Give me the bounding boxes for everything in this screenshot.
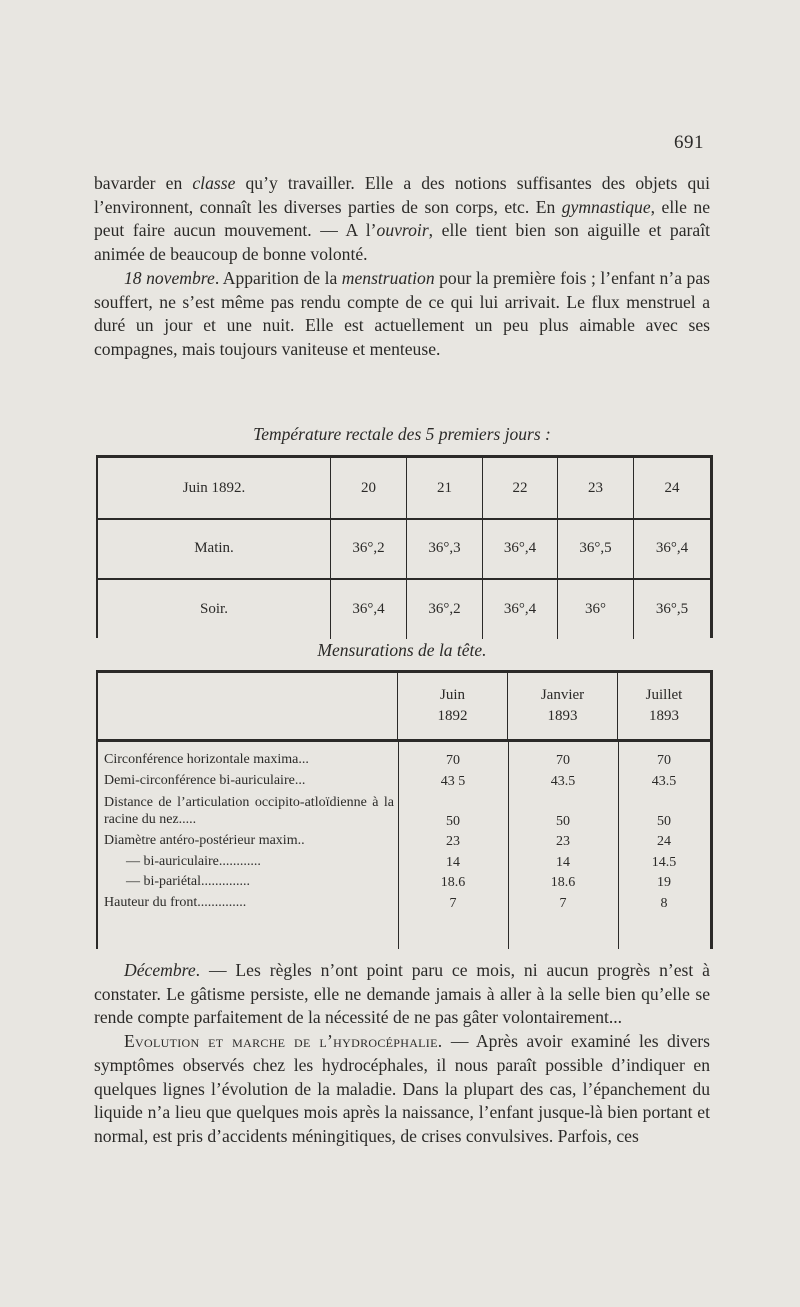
text-span: . Apparition de la [214,267,342,288]
header-line: 1893 [649,708,679,724]
table-row [98,792,710,832]
temp-header-cell: 22 [483,458,558,518]
row-value: 70 [556,753,570,768]
row-value: 14.5 [651,854,677,870]
temp-header-cell: Juin 1892. [98,458,331,518]
text-span: bavarder en [94,173,193,193]
row-value: 50 [556,813,570,829]
measurements-caption: Mensurations de la tête. [317,640,487,660]
text-span: — Après avoir examiné les divers symptômes observés chez les hydrocéphales, il nous paraît possible d’indiquer en quelques lignes l’évolution de la maladie. Dans la plupart des cas, l’épanchement du liquide n’a lieu que quelques mois après la naissance, l’enfant jusque-là bien portant et normal, est pris d’accidents méningitiques, de crises convulsives. Parfois, ces [94,1031,710,1146]
row-value: 14 [556,854,570,870]
date-italic: Décembre [124,960,196,980]
temp-cell: 36°,5 [655,600,689,617]
temp-cell: 36°,4 [483,518,558,578]
paragraph-intro-text [94,172,710,267]
header-line: Juillet [645,687,683,703]
row-label: — bi-pariétal.............. [126,874,251,889]
row-value: 50 [657,813,671,829]
table-row [98,772,710,793]
row-value: 18.6 [550,875,576,890]
temp-header-cell: 24 [664,479,680,496]
row-value: 19 [657,875,671,890]
paragraph-evolution [94,1030,710,1149]
paragraph-intro [94,172,710,362]
text-span: qu’y travailler. Elle a des notions suffisantes des objets qui l’environnent, connaît les diverses parties de son corps, etc. En [94,173,710,217]
temperature-caption: Température rectale des 5 premiers jours : [253,424,551,444]
temperature-header-row [98,458,710,520]
row-label: Distance de l’articulation occipito-atloïdienne à la racine du nez..... [104,795,394,827]
table-row [98,832,710,853]
row-value: 43.5 [651,773,677,789]
table-row [98,873,710,894]
temp-cell: 36°,4 [655,539,689,556]
row-label: Hauteur du front.............. [104,894,247,910]
row-value: 70 [446,753,460,768]
text-span: . — Les règles n’ont point paru ce mois, ni aucun progrès n’est à constater. Le gâtisme persiste, elle ne demande jamais à aller à la selle bien qu’elle se rende compte parfaitement de la nécessité de ne pas gâter volontairement... [94,960,710,1028]
text-span: pour la première fois ; l’enfant n’a pas souffert, ne s’est même pas rendu compte de ce qui lui arrivait. Le flux menstruel a duré un jour et une nuit. Elle est actuellement un peu plus aimable avec ses compagnes, mais toujours vaniteuse et menteuse. [94,267,710,359]
text-span: , elle tient bien son aiguille et paraît animée de beaucoup de bonne volonté. [94,220,710,265]
header-line: 1893 [547,708,578,724]
row-label: — bi-auriculaire............ [126,853,261,869]
text-italic: ouvroir [376,220,429,241]
measurements-header-cell [618,673,710,739]
row-value: 24 [657,834,671,849]
temp-cell: Matin. [98,518,331,578]
row-value: 18.6 [440,875,466,890]
row-value: 23 [556,834,570,849]
row-label: Circonférence horizontale maxima... [104,752,309,767]
row-value: 43 5 [440,773,466,789]
row-value: 7 [559,895,567,911]
temperature-table [96,455,713,638]
text-italic: gymnastique [561,196,651,217]
paragraph-december [94,959,710,1030]
measurements-table [96,670,713,949]
header-line: Janvier [540,687,585,703]
row-value: 50 [446,813,460,829]
row-value: 23 [446,834,460,849]
row-value: 70 [657,753,671,768]
temp-cell: 36° [558,579,634,639]
row-value: 7 [449,895,457,911]
section-heading-smallcaps: Evolution et marche de l’hydrocéphalie. [124,1031,443,1052]
measurements-body [98,751,710,914]
measurements-header-blank [98,673,398,739]
temp-header-cell: 21 [407,458,483,518]
date-italic: 18 novembre [124,267,215,288]
temp-cell: 36°,2 [331,518,407,578]
row-value: 14 [446,854,460,870]
temp-cell: Soir. [98,579,331,639]
temp-cell: 36°,2 [407,579,483,639]
measurements-header-cell [508,673,618,739]
paragraph-november [94,267,710,362]
temp-header-cell: 20 [331,458,407,518]
temperature-row-evening [98,579,710,639]
page-number: 691 [674,132,704,153]
paragraph-closing [94,959,710,1149]
temp-cell: 36°,4 [483,579,558,639]
temp-cell: 36°,4 [331,579,407,639]
table-row [98,751,710,772]
row-label: Demi-circonférence bi-auriculaire... [104,772,306,788]
temp-cell: 36°,3 [407,518,483,578]
temperature-row-morning [98,518,710,580]
table-row [98,894,710,915]
header-line: Juin [439,687,465,703]
text-span: , elle ne peut faire aucun mouvement. — A l’ [94,196,711,241]
temp-cell: 36°,5 [558,518,634,578]
measurements-header-row [98,673,710,742]
text-italic: classe [192,173,236,193]
header-line: 1892 [437,708,468,724]
temp-header-cell: 23 [558,458,634,518]
row-value: 8 [660,895,668,911]
row-value: 43.5 [550,773,576,789]
row-label: Diamètre antéro-postérieur maxim.. [104,833,305,848]
table-row [98,853,710,874]
text-italic: menstruation [341,267,435,288]
measurements-header-cell [398,673,508,739]
